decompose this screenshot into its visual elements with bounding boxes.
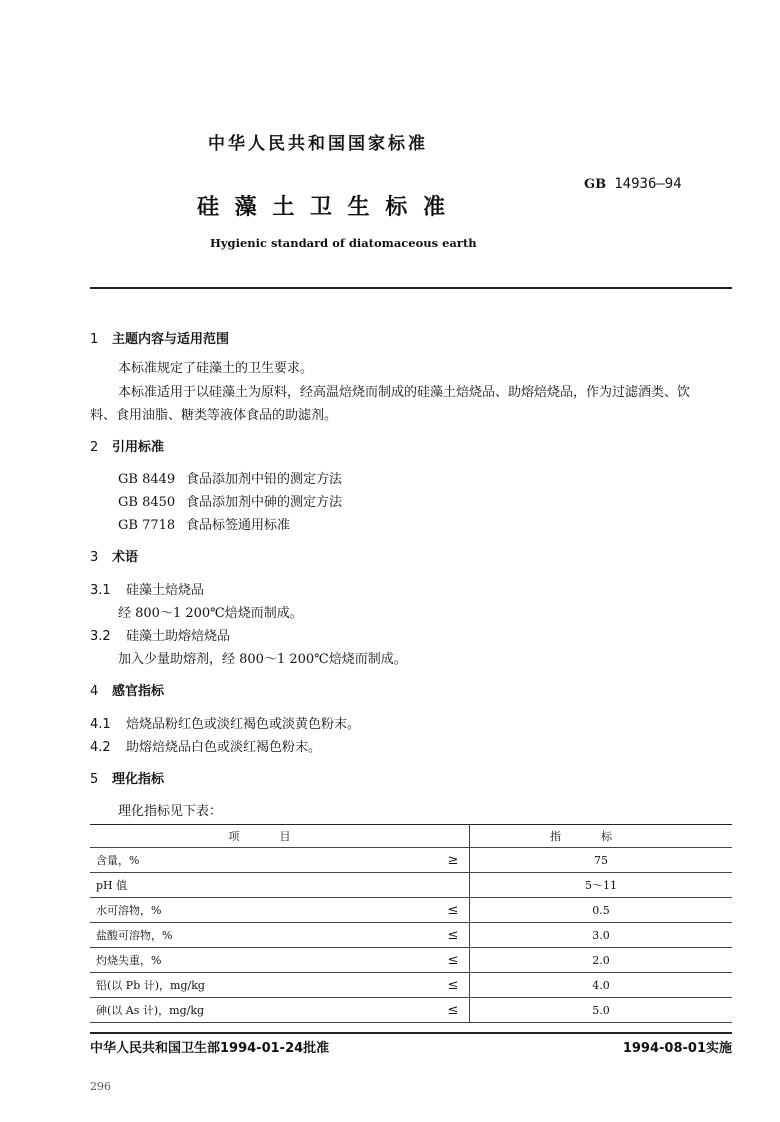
term-definition: 经 800～1 200℃焙烧而制成。 — [118, 606, 303, 621]
section-3-heading — [90, 546, 138, 565]
paragraph: 本标准规定了硅藻土的卫生要求。 — [118, 361, 314, 376]
term-number: 3.2 — [90, 629, 111, 644]
reference-code: GB 8449 — [118, 472, 176, 487]
row-operator: ≤ — [437, 998, 470, 1023]
document-title: 硅 藻 土 卫 生 标 准 — [197, 195, 449, 220]
row-value: 75 — [470, 848, 733, 873]
section-title: 理化指标 — [112, 772, 165, 787]
term-number: 3.1 — [90, 583, 111, 598]
row-item: 水可溶物，% — [90, 898, 437, 923]
section-number: 4 — [90, 684, 99, 699]
row-operator: ≤ — [437, 923, 470, 948]
section-5-heading — [90, 768, 164, 787]
table-row — [90, 848, 732, 873]
standard-code — [584, 176, 682, 192]
term-name: 硅藻土焙烧品 — [126, 583, 205, 598]
row-operator: ≤ — [437, 973, 470, 998]
row-item: 砷(以 As 计)，mg/kg — [90, 998, 437, 1023]
row-operator: ≤ — [437, 898, 470, 923]
term-heading — [90, 625, 230, 644]
section-title: 感官指标 — [112, 684, 165, 699]
paragraph-continued: 料、食用油脂、糖类等液体食品的助滤剂。 — [90, 408, 338, 423]
row-operator: ≥ — [437, 848, 470, 873]
section-1-heading — [90, 328, 229, 347]
reference-item — [118, 491, 342, 510]
row-operator: ≤ — [437, 948, 470, 973]
sensory-item — [90, 736, 321, 755]
section-2-heading — [90, 436, 164, 455]
row-item: 灼烧失重，% — [90, 948, 437, 973]
item-text: 焙烧品粉红色或淡红褐色或淡黄色粉末。 — [126, 717, 361, 732]
section-number: 3 — [90, 550, 99, 565]
reference-name: 食品添加剂中砷的测定方法 — [186, 495, 343, 510]
table-header-row — [90, 825, 732, 848]
row-value: 5.0 — [470, 998, 733, 1023]
implementation-date: 1994-08-01实施 — [622, 1041, 732, 1056]
reference-code: GB 8450 — [118, 495, 176, 510]
standard-code-number: 14936—94 — [614, 176, 682, 192]
row-item: 含量，% — [90, 848, 437, 873]
item-number: 4.2 — [90, 740, 111, 755]
document-title-english: Hygienic standard of diatomaceous earth — [210, 236, 477, 250]
table-row — [90, 973, 732, 998]
table-intro: 理化指标见下表： — [118, 804, 223, 819]
section-number: 2 — [90, 440, 99, 455]
approval-line: 中华人民共和国卫生部1994-01-24批准 — [90, 1041, 330, 1056]
row-operator — [437, 873, 470, 898]
table-row — [90, 998, 732, 1023]
sensory-item — [90, 713, 360, 732]
spec-table — [90, 824, 732, 1023]
reference-item — [118, 468, 342, 487]
page-number: 296 — [90, 1080, 111, 1093]
section-title: 引用标准 — [112, 440, 165, 455]
row-value: 4.0 — [470, 973, 733, 998]
section-title: 术语 — [112, 550, 139, 565]
standard-code-prefix: GB — [584, 177, 607, 192]
table-row — [90, 948, 732, 973]
reference-name: 食品添加剂中铅的测定方法 — [186, 472, 343, 487]
term-heading — [90, 579, 204, 598]
row-value: 0.5 — [470, 898, 733, 923]
column-header-value: 指标 — [470, 825, 733, 848]
section-title: 主题内容与适用范围 — [112, 332, 230, 347]
row-item: 铅(以 Pb 计)，mg/kg — [90, 973, 437, 998]
section-4-heading — [90, 680, 164, 699]
table-row — [90, 898, 732, 923]
term-definition: 加入少量助熔剂，经 800～1 200℃焙烧而制成。 — [118, 652, 407, 667]
table-row — [90, 873, 732, 898]
footer-rule — [90, 1032, 732, 1034]
section-number: 1 — [90, 332, 99, 347]
reference-name: 食品标签通用标准 — [186, 518, 291, 533]
paragraph: 本标准适用于以硅藻土为原料，经高温焙烧而制成的硅藻土焙烧品、助熔焙烧品，作为过滤酒类、饮 — [118, 385, 691, 400]
section-number: 5 — [90, 772, 99, 787]
table-row — [90, 923, 732, 948]
row-value: 5～11 — [470, 873, 733, 898]
row-item: pH 值 — [90, 873, 437, 898]
item-number: 4.1 — [90, 717, 111, 732]
header-rule — [90, 287, 732, 289]
column-header-item: 项目 — [90, 825, 470, 848]
item-text: 助熔焙烧品白色或淡红褐色粉末。 — [126, 740, 322, 755]
reference-code: GB 7718 — [118, 518, 176, 533]
row-value: 3.0 — [470, 923, 733, 948]
row-value: 2.0 — [470, 948, 733, 973]
national-standard-heading: 中华人民共和国国家标准 — [208, 134, 428, 154]
reference-item — [118, 514, 290, 533]
term-name: 硅藻土助熔焙烧品 — [126, 629, 231, 644]
row-item: 盐酸可溶物，% — [90, 923, 437, 948]
